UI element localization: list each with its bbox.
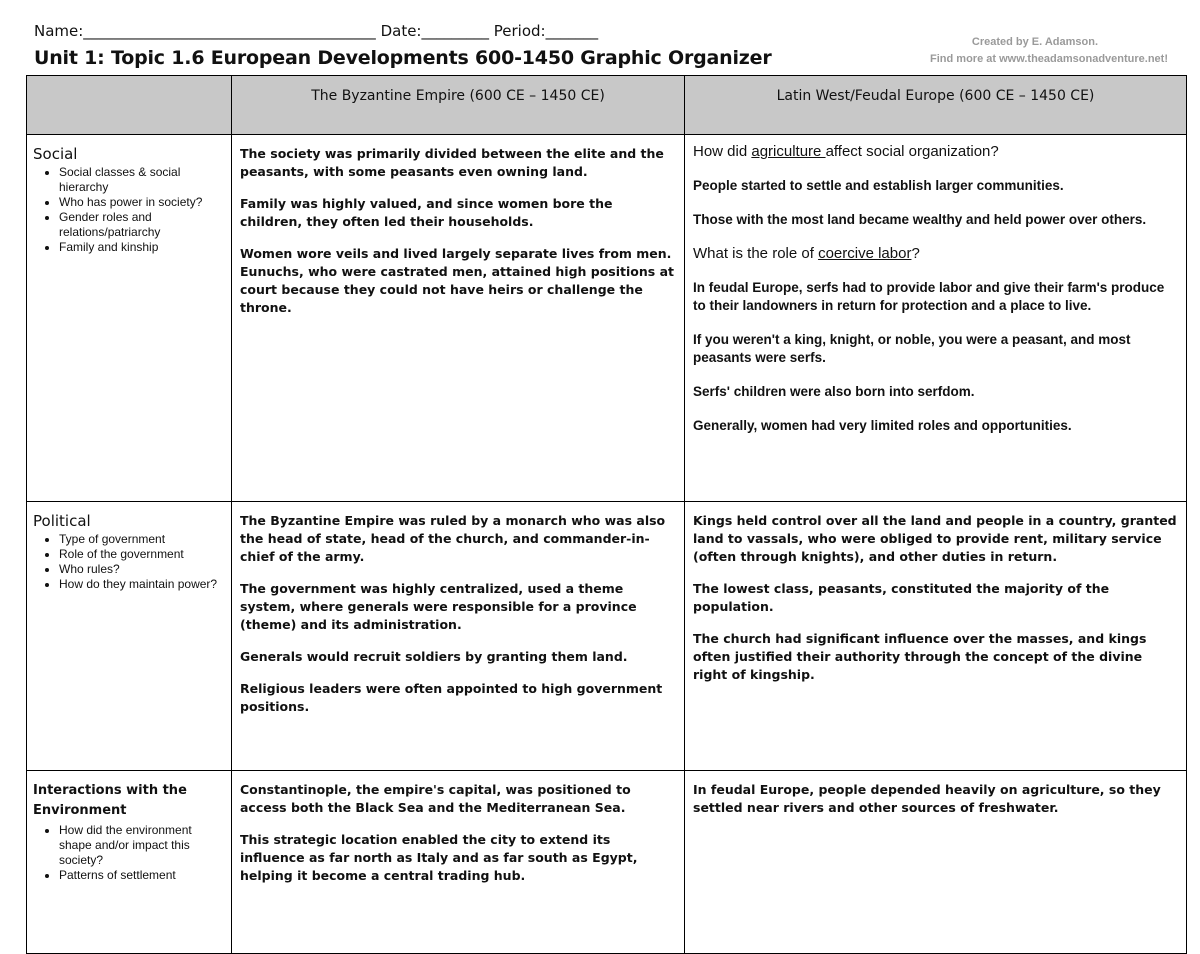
social-category xyxy=(27,135,232,502)
answer-paragraph: In feudal Europe, people depended heavily on agriculture, so they settled near rivers and other sources of freshwater. xyxy=(693,782,1161,815)
answer-paragraph: Generals would recruit soldiers by granting them land. xyxy=(240,649,628,664)
bullet-item: • Who rules? xyxy=(59,562,225,577)
bullet-item: • Gender roles and relations/patriarchy xyxy=(59,210,225,240)
social-bullets xyxy=(33,165,225,255)
bullet-item: • Type of government xyxy=(59,532,225,547)
social-byzantine-cell xyxy=(232,135,685,502)
answer-paragraph: The lowest class, peasants, constituted the majority of the population. xyxy=(693,581,1110,614)
political-category xyxy=(27,502,232,771)
bullet-item: • Family and kinship xyxy=(59,240,225,255)
environment-latin-west-cell xyxy=(685,771,1187,954)
corner-cell xyxy=(27,76,232,135)
answer-paragraph: If you weren't a king, knight, or noble, you were a peasant, and most peasants were serfs. xyxy=(693,332,1131,365)
answer-paragraph: In feudal Europe, serfs had to provide labor and give their farm's produce to their landowners in return for protection and a place to live. xyxy=(693,280,1165,313)
environment-category xyxy=(27,771,232,954)
environment-byzantine-cell xyxy=(232,771,685,954)
answer-paragraph: The society was primarily divided between the elite and the peasants, with some peasants even owning land. xyxy=(240,146,664,179)
page-title: Unit 1: Topic 1.6 European Developments 600-1450 Graphic Organizer xyxy=(34,47,772,69)
answer-paragraph: Religious leaders were often appointed to high government positions. xyxy=(240,681,663,714)
bullet-item: • How do they maintain power? xyxy=(59,577,225,592)
credit-website: Find more at www.theadamsonadventure.net! xyxy=(930,53,1168,65)
credit-author: Created by E. Adamson. xyxy=(971,36,1098,48)
answer-paragraph: People started to settle and establish larger communities. xyxy=(693,178,1064,193)
answer-paragraph: Women wore veils and lived largely separate lives from men. Eunuchs, who were castrated men, attained high positions at court because they could not have heirs or challenge the throne. xyxy=(240,246,674,315)
answer-paragraph: Serfs' children were also born into serfdom. xyxy=(693,384,975,399)
political-title: Political xyxy=(33,512,91,530)
bullet-item: • Social classes & social hierarchy xyxy=(59,165,225,195)
column-header-byzantine: The Byzantine Empire (600 CE – 1450 CE) xyxy=(232,76,685,135)
social-latin-west-cell xyxy=(685,135,1187,502)
political-row xyxy=(27,502,1187,771)
column-header-latin-west: Latin West/Feudal Europe (600 CE – 1450 CE) xyxy=(685,76,1187,135)
answer-paragraph: Generally, women had very limited roles and opportunities. xyxy=(693,418,1072,433)
social-title: Social xyxy=(33,145,78,163)
bullet-item: • Who has power in society? xyxy=(59,195,225,210)
environment-bullets xyxy=(33,823,225,883)
answer-paragraph: Kings held control over all the land and people in a country, granted land to vassals, who were obliged to provide rent, military service (often through knights), and other duties in return. xyxy=(693,513,1177,564)
header-row xyxy=(27,76,1187,135)
answer-paragraph: Family was highly valued, and since women bore the children, they often led their households. xyxy=(240,196,613,229)
bullet-item: • Role of the government xyxy=(59,547,225,562)
name-date-period-line: Name:_______________________________________ Date:_________ Period:_______ xyxy=(34,22,599,40)
answer-paragraph: The Byzantine Empire was ruled by a monarch who was also the head of state, head of the church, and commander-in-chief of the army. xyxy=(240,513,666,564)
answer-paragraph: The church had significant influence over the masses, and kings often justified their authority through the concept of the divine right of kingship. xyxy=(693,631,1147,682)
environment-title: Interactions with the Environment xyxy=(33,783,187,818)
question-agriculture: How did agriculture affect social organization? xyxy=(693,143,999,160)
question-coercive-labor: What is the role of coercive labor? xyxy=(693,245,920,262)
answer-paragraph: Those with the most land became wealthy and held power over others. xyxy=(693,212,1147,227)
answer-paragraph: The government was highly centralized, used a theme system, where generals were responsible for a province (theme) and its administration. xyxy=(240,581,637,632)
political-bullets xyxy=(33,532,225,592)
graphic-organizer-table xyxy=(26,75,1187,954)
worksheet-header xyxy=(34,22,1174,74)
environment-row xyxy=(27,771,1187,954)
social-row xyxy=(27,135,1187,502)
credit-watermark xyxy=(878,34,1168,68)
political-byzantine-cell xyxy=(232,502,685,771)
political-latin-west-cell xyxy=(685,502,1187,771)
answer-paragraph: This strategic location enabled the city to extend its influence as far north as Italy and as far south as Egypt, helping it become a central trading hub. xyxy=(240,832,638,883)
bullet-item: • Patterns of settlement xyxy=(59,868,225,883)
answer-paragraph: Constantinople, the empire's capital, was positioned to access both the Black Sea and the Mediterranean Sea. xyxy=(240,782,631,815)
bullet-item: • How did the environment shape and/or impact this society? xyxy=(59,823,225,868)
